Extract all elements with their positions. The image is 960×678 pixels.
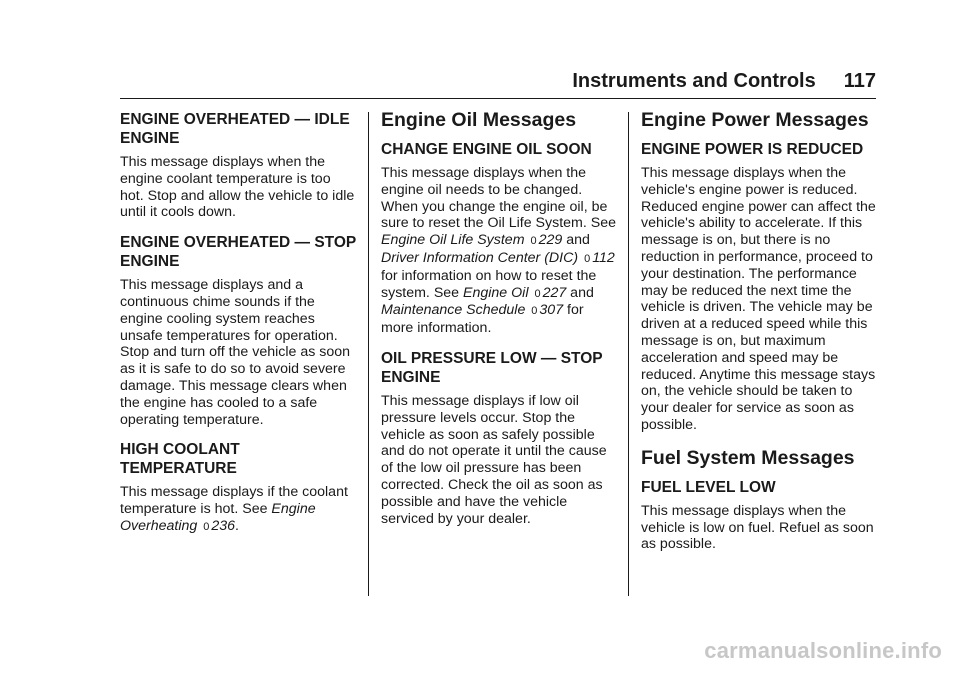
- subheading-high-coolant-temperature: HIGH COOLANT TEMPERATURE: [120, 441, 240, 478]
- paragraph: This message displays if low oil pressure levels occur. Stop the vehicle as soon as safely possible and do not operate it until the cause of the low oil pressure has been corrected. Check the oil as soon as possible and have the vehicle serviced by your dealer.: [381, 392, 607, 527]
- text: for more information.: [381, 302, 584, 337]
- subheading-engine-power-reduced: ENGINE POWER IS REDUCED: [641, 141, 864, 158]
- subheading-oil-pressure-low: OIL PRESSURE LOW — STOP ENGINE: [381, 349, 603, 386]
- page-number: 117: [843, 70, 876, 92]
- text: and: [562, 232, 590, 249]
- page-ref-arrow-icon: 0: [584, 252, 591, 265]
- text: for information on how to reset the system. See: [381, 267, 597, 301]
- subheading-engine-overheated-stop: ENGINE OVERHEATED — STOP ENGINE: [120, 234, 356, 271]
- column-2: [381, 108, 619, 539]
- column-divider: [368, 112, 369, 596]
- subheading-fuel-level-low: FUEL LEVEL LOW: [641, 478, 776, 496]
- column-1: [120, 108, 358, 548]
- page-header: [572, 70, 876, 93]
- paragraph: This message displays when the engine coolant temperature is too hot. Stop and allow the vehicle to idle until it cools down.: [120, 154, 355, 221]
- subheading-engine-overheated-idle: ENGINE OVERHEATED — IDLE ENGINE: [120, 111, 350, 147]
- page-reference-link[interactable]: 307: [539, 302, 564, 319]
- header-divider: [120, 98, 876, 99]
- paragraph: [120, 484, 358, 535]
- page-ref-arrow-icon: 0: [530, 235, 537, 248]
- section-title: Instruments and Controls: [572, 70, 816, 92]
- paragraph: This message displays when the vehicle's engine power is reduced. Reduced engine power can affect the vehicle's ability to accelerate. If this message is on, but there is no reduction in performance, proceed to your destination. The performance may be reduced the next time the vehicle is driven. The vehicle may be driven at a reduced speed while this message is on, but maximum acceleration and speed may be reduced. Anytime this message stays on, the vehicle should be taken to your dealer for service as soon as possible.: [641, 165, 876, 433]
- column-divider: [628, 112, 629, 596]
- text: .: [235, 517, 239, 534]
- column-3: [641, 108, 879, 565]
- cross-reference-link[interactable]: Engine Oil: [463, 284, 529, 301]
- subheading-change-engine-oil: CHANGE ENGINE OIL SOON: [381, 141, 592, 158]
- paragraph: This message displays when the vehicle is low on fuel. Refuel as soon as possible.: [641, 502, 874, 553]
- page-ref-arrow-icon: 0: [203, 520, 210, 533]
- page-reference-link[interactable]: 236: [211, 517, 236, 534]
- page-ref-arrow-icon: 0: [534, 287, 541, 300]
- cross-reference-link[interactable]: Driver Information Center (DIC): [381, 249, 579, 266]
- text: This message displays when the engine oil needs to be changed. When you change the engine oil, be sure to reset the Oil Life System. See: [381, 165, 616, 232]
- page-reference-link[interactable]: 227: [542, 284, 567, 301]
- paragraph: [381, 165, 619, 337]
- cross-reference-link[interactable]: Maintenance Schedule: [381, 302, 526, 319]
- page-reference-link[interactable]: 112: [592, 249, 615, 266]
- watermark: carmanualsonline.info: [704, 638, 942, 663]
- section-heading-engine-oil: Engine Oil Messages: [381, 109, 577, 131]
- paragraph: This message displays and a continuous chime sounds if the engine cooling system reaches unsafe temperatures for operation. Stop and turn off the vehicle as soon as it is safe to do so to avoid severe damage. This message clears when the engine has cooled to a safe operating temperature.: [120, 277, 351, 428]
- cross-reference-link[interactable]: Engine Overheating: [120, 501, 316, 534]
- page-reference-link[interactable]: 229: [538, 232, 563, 249]
- text: This message displays if the coolant temperature is hot. See: [120, 484, 348, 518]
- page-ref-arrow-icon: 0: [531, 305, 538, 318]
- cross-reference-link[interactable]: Engine Oil Life System: [381, 232, 525, 249]
- section-heading-engine-power: Engine Power Messages: [641, 109, 869, 131]
- text: and: [566, 284, 594, 301]
- section-heading-fuel-system: Fuel System Messages: [641, 446, 855, 469]
